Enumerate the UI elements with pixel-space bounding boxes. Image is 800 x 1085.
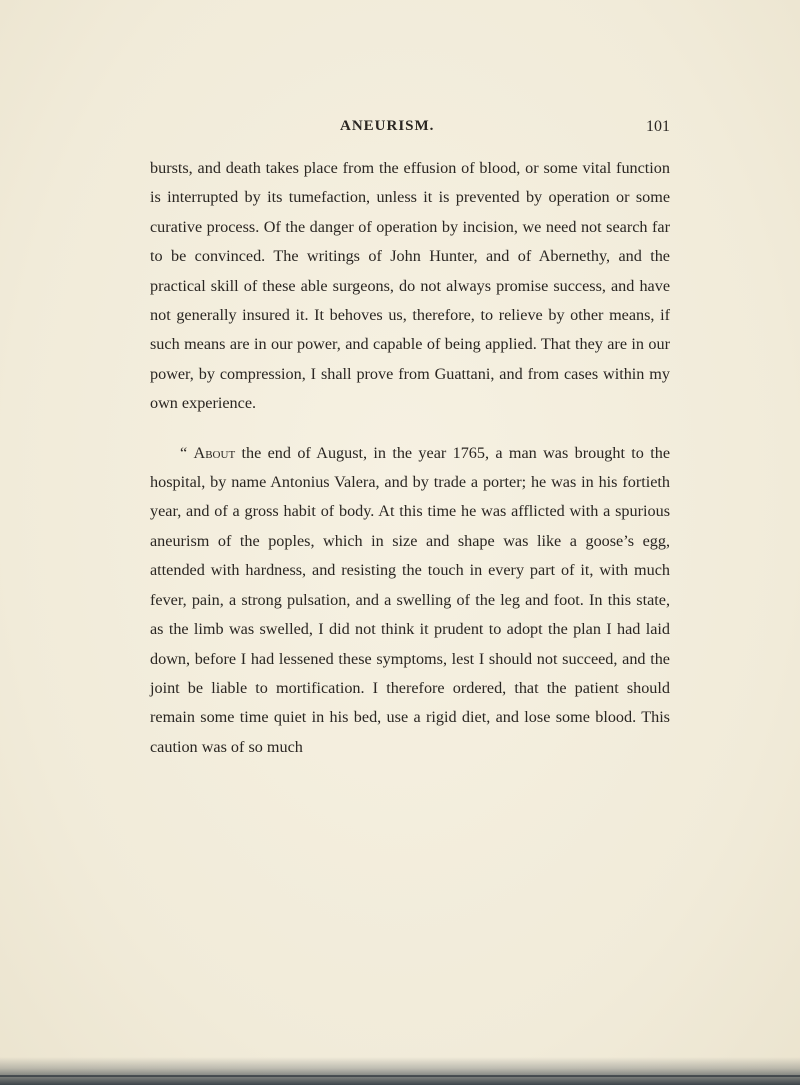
page-header xyxy=(150,118,670,142)
paragraph-2-text: the end of August, in the year 1765, a man was brought to the hospital, by name Antonius Valera, and by trade a porter; he was in his fortieth year, and of a gross habit of body. At this time he was afflicted with a spurious aneurism of the poples, which in size and shape was like a goose’s egg, attended with hardness, and resisting the touch in every part of it, with much fever, pain, a strong pulsation, and a swelling of the leg and foot. In this state, as the limb was swelled, I did not think it prudent to adopt the plan I had laid down, before I had lessened these symptoms, lest I should not succeed, and the joint be liable to mortification. I therefore ordered, that the patient should remain some time quiet in his bed, use a rigid diet, and lose some blood. This caution was of so much xyxy=(150,443,671,756)
paragraph-lead-word: About xyxy=(193,443,236,462)
paragraph-2 xyxy=(150,439,670,762)
paragraph-1: bursts, and death takes place from the effusion of blood, or some vital function is interrupted by its tumefaction, unless it is prevented by operation or some curative process. Of the danger of operation by incision, we need not search far to be convinced. The writings of John Hunter, and of Abernethy, and the practical skill of these able surgeons, do not always promise success, and have not generally insured it. It behoves us, therefore, to relieve by other means, if such means are in our power, and capable of being applied. That they are in our power, by compression, I shall prove from Guattani, and from cases within my own experience. xyxy=(150,159,670,413)
body-text xyxy=(150,154,670,762)
page-bottom-edge xyxy=(0,1057,800,1085)
page-number: 101 xyxy=(646,118,670,135)
running-head: ANEURISM. xyxy=(340,118,435,134)
page-bottom-line xyxy=(0,1075,800,1077)
opening-quote: “ xyxy=(180,443,194,462)
